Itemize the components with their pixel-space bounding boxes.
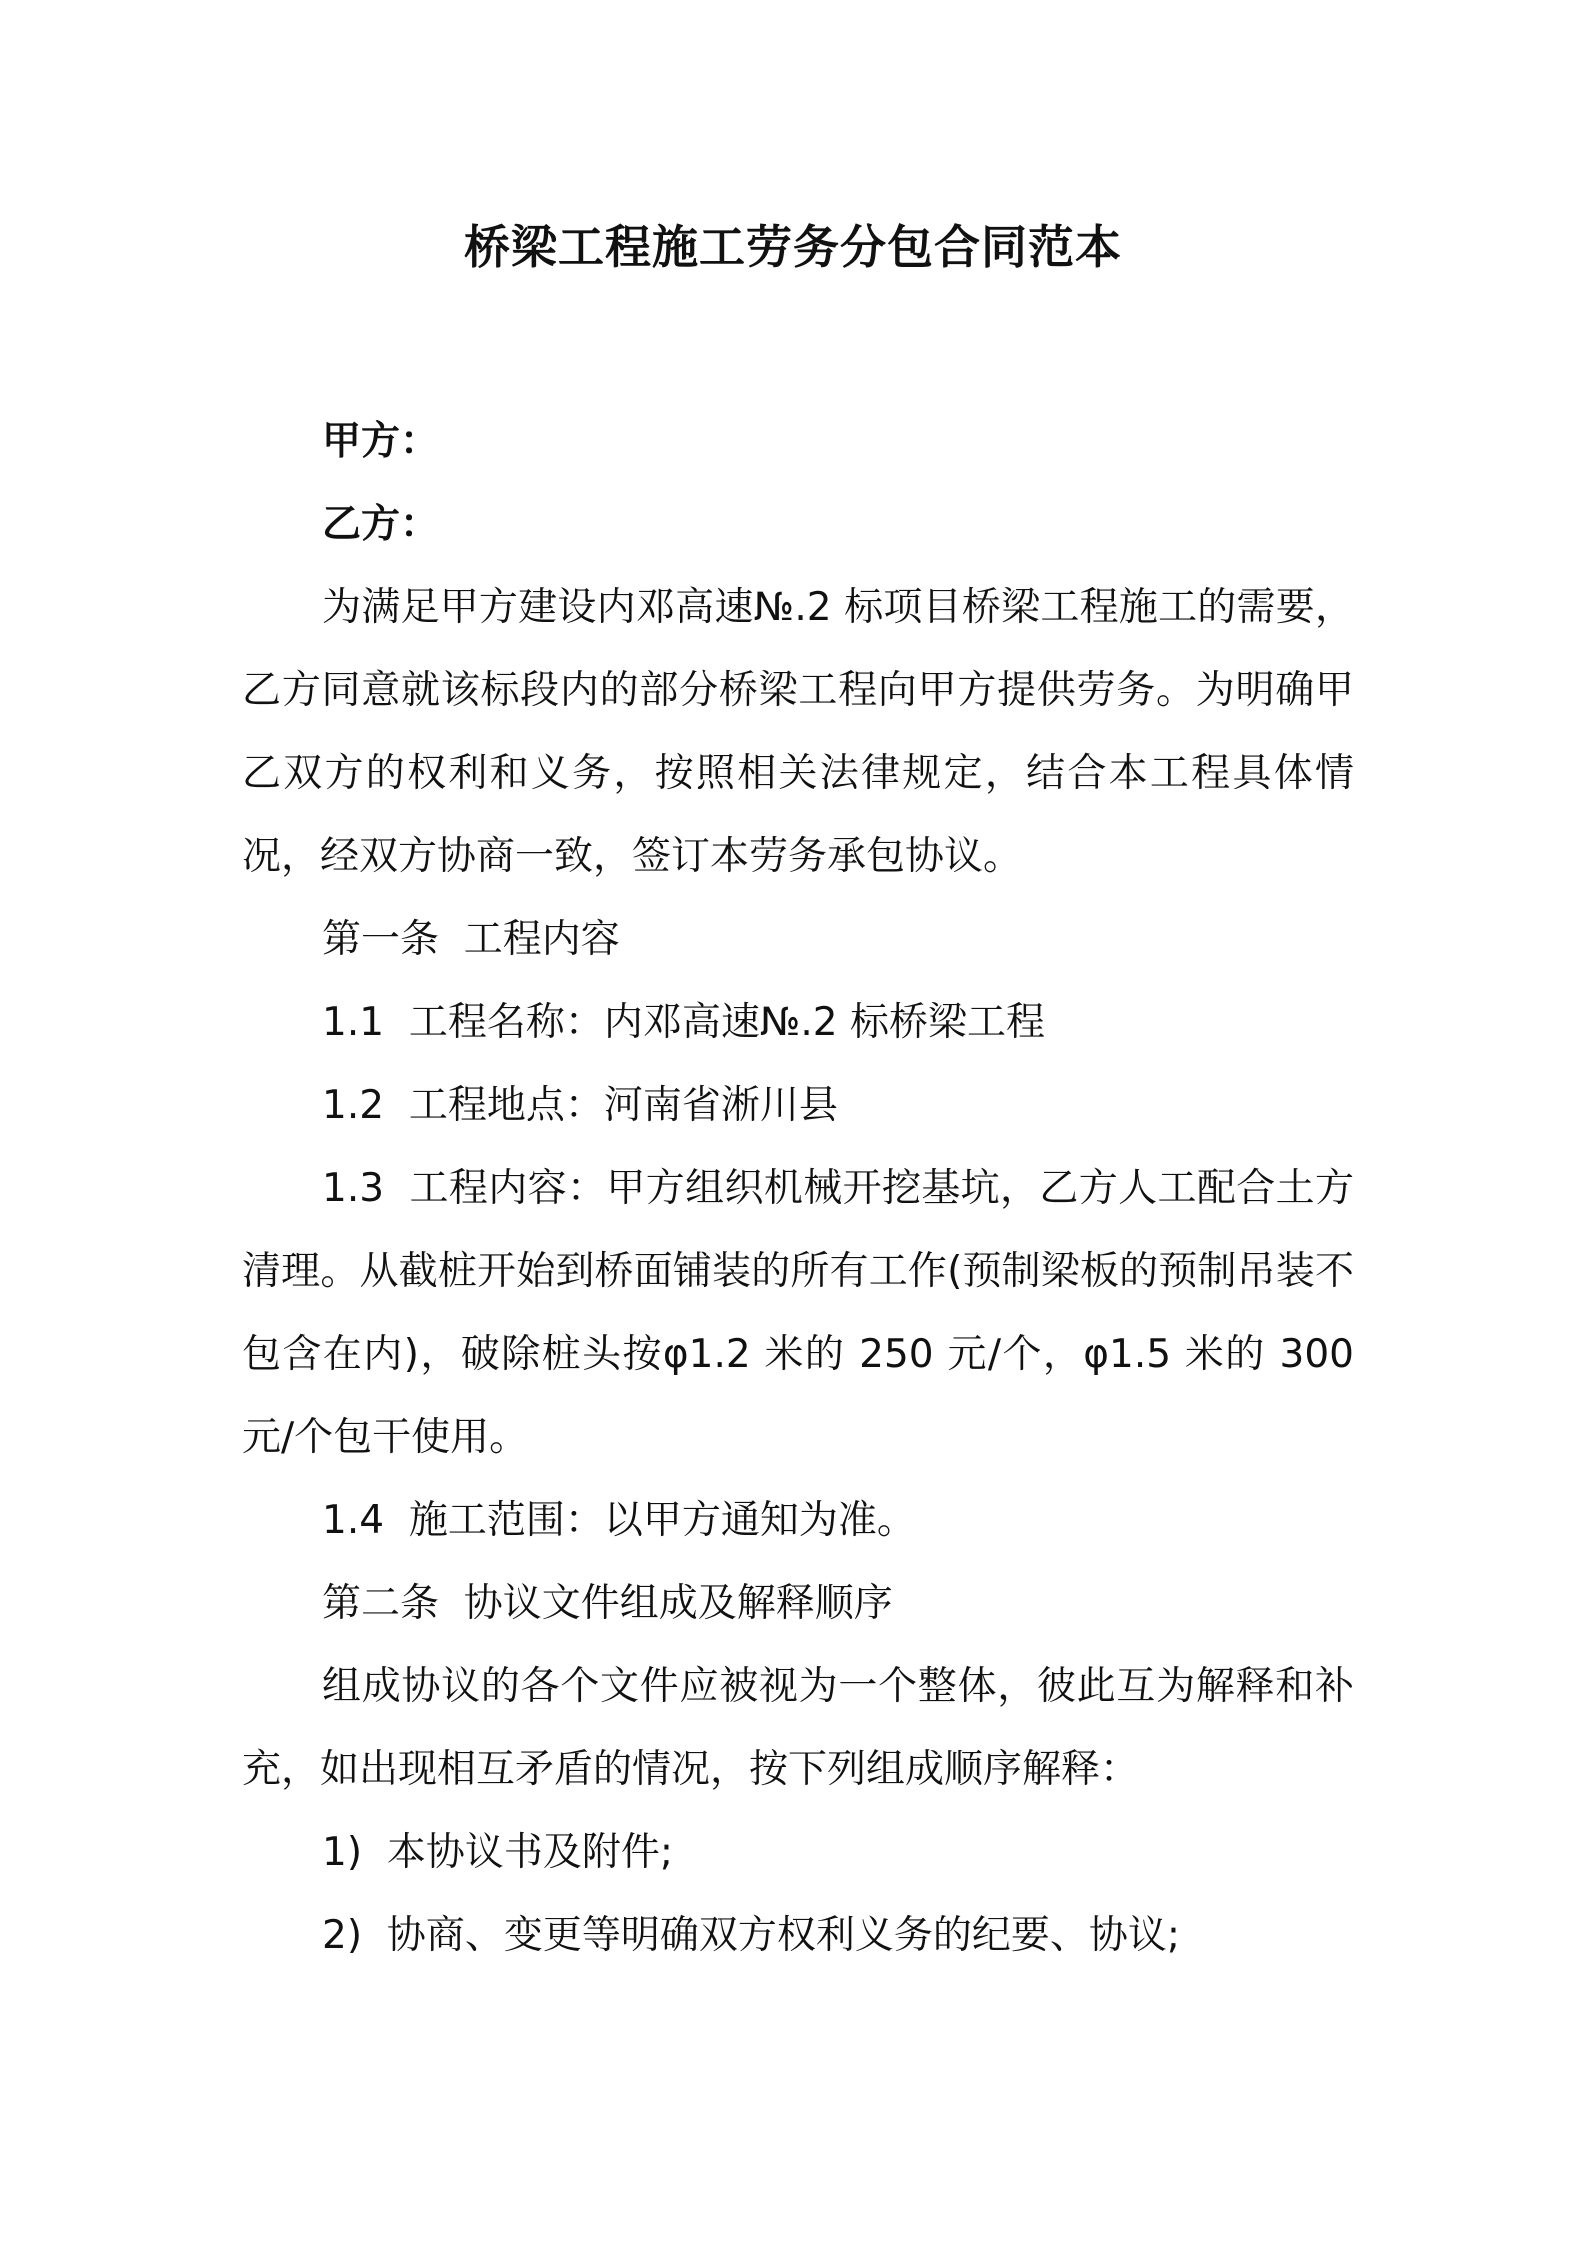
article-1-heading: 第一条 工程内容 xyxy=(322,917,620,962)
clause-1-1: 1.1 工程名称：内邓高速№.2 标桥梁工程 xyxy=(322,1000,1045,1045)
party-a-line: 甲方： xyxy=(322,419,440,464)
clause-1-2: 1.2 工程地点：河南省淅川县 xyxy=(322,1083,838,1128)
document-title: 桥梁工程施工劳务分包合同范本 xyxy=(464,220,1122,274)
list-item-1: 1) 本协议书及附件; xyxy=(322,1830,673,1875)
document-body xyxy=(242,400,1367,1977)
clause-1-3: 1.3 工程内容：甲方组织机械开挖基坑，乙方人工配合土方清理。从截桩开始到桥面铺装的所有工作(预制梁板的预制吊装不包含在内)，破除桩头按φ1.2 米的 250 元/个，φ1.5 米的 300 元/个包干使用。 xyxy=(242,1166,1367,1460)
clause-1-4: 1.4 施工范围：以甲方通知为准。 xyxy=(322,1498,916,1543)
preamble-paragraph: 为满足甲方建设内邓高速№.2 标项目桥梁工程施工的需要，乙方同意就该标段内的部分桥梁工程向甲方提供劳务。为明确甲乙双方的权利和义务，按照相关法律规定，结合本工程具体情况，经双方协商一致，签订本劳务承包协议。 xyxy=(242,585,1354,879)
list-item-2: 2) 协商、变更等明确双方权利义务的纪要、协议; xyxy=(322,1913,1180,1958)
article-2-heading: 第二条 协议文件组成及解释顺序 xyxy=(322,1581,893,1626)
article-2-intro: 组成协议的各个文件应被视为一个整体，彼此互为解释和补充，如出现相互矛盾的情况，按下列组成顺序解释： xyxy=(242,1664,1354,1792)
party-b-line: 乙方： xyxy=(322,502,440,547)
